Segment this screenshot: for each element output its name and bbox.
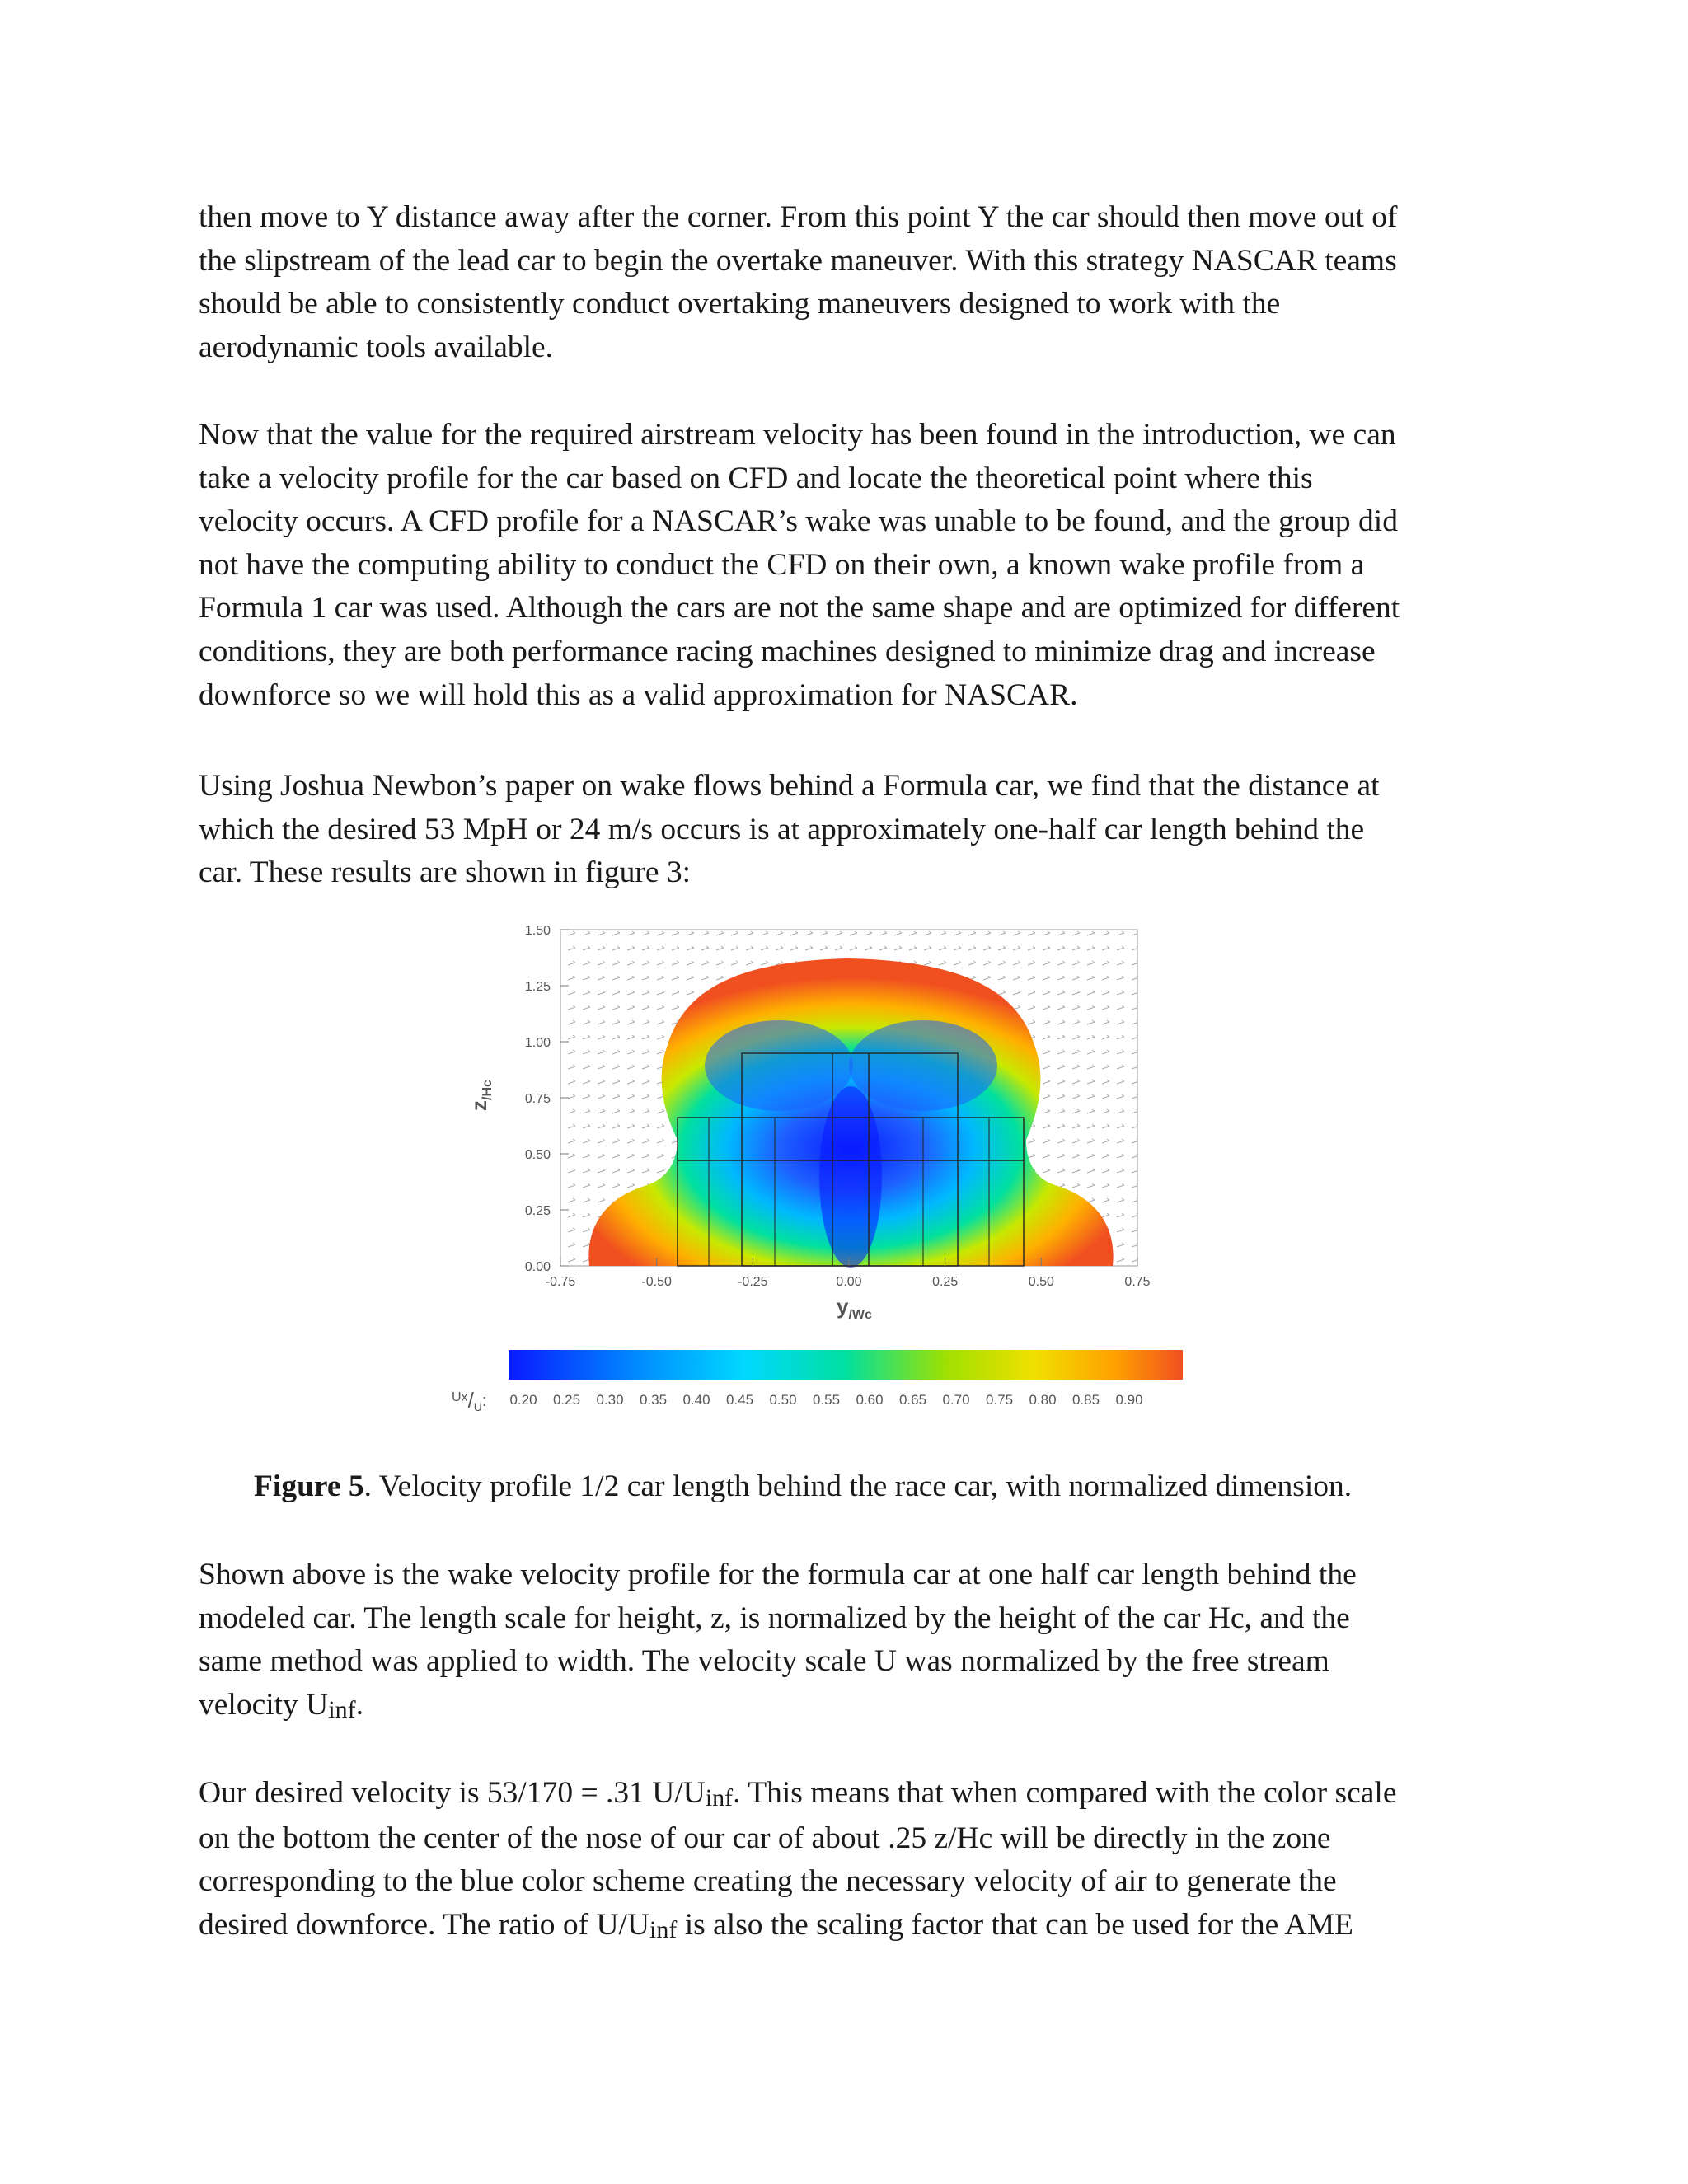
y-tick-label: 1.00 <box>524 1036 551 1050</box>
text-line: Shown above is the wake velocity profile for the formula car at one half car length behind the <box>199 1558 1357 1591</box>
colorbar-tick-label: 0.35 <box>639 1392 668 1408</box>
colorbar-tick-label: 0.75 <box>985 1392 1014 1408</box>
colorbar <box>509 1350 1183 1380</box>
x-tick-label: 0.25 <box>932 1275 959 1289</box>
colorbar-tick-label: 0.30 <box>596 1392 624 1408</box>
x-tick-label: 0.50 <box>1028 1275 1054 1289</box>
colorbar-tick-label: 0.45 <box>725 1392 754 1408</box>
y-tick-label: 1.50 <box>524 924 551 938</box>
x-tick-label: 0.00 <box>836 1275 862 1289</box>
central-core <box>819 1086 882 1268</box>
paragraph-desired-velocity <box>199 1772 1501 1948</box>
text-line: velocity occurs. A CFD profile for a NASCAR’s wake was unable to be found, and the group did <box>199 504 1398 539</box>
colorbar-tick-label: 0.25 <box>552 1392 581 1408</box>
paragraph-wake-results <box>199 765 1501 895</box>
colorbar-tick-label: 0.55 <box>812 1392 841 1408</box>
velocity-profile-figure <box>452 913 1203 1441</box>
colorbar-tick-label: 0.85 <box>1071 1392 1100 1408</box>
figure-label: Figure 5 <box>254 1469 364 1503</box>
text-line: conditions, they are both performance racing machines designed to minimize drag and increase <box>199 634 1376 668</box>
text-line: velocity Uinf. <box>199 1687 363 1723</box>
colorbar-ticks <box>509 1392 1142 1408</box>
y-tick-label: 0.25 <box>524 1204 551 1218</box>
text-line: modeled car. The length scale for height, z, is normalized by the height of the car Hc, and the <box>199 1601 1350 1635</box>
colorbar-tick-label: 0.65 <box>898 1392 927 1408</box>
colorbar-label: Ux/U: <box>452 1388 487 1413</box>
text-line: aerodynamic tools available. <box>199 330 554 364</box>
x-tick-label: -0.50 <box>641 1275 672 1289</box>
text-line: same method was applied to width. The velocity scale U was normalized by the free stream <box>199 1644 1329 1679</box>
y-axis-label: $z_/Hc$ <box>467 1080 495 1111</box>
text-line: not have the computing ability to conduct the CFD on their own, a known wake profile from a <box>199 547 1365 582</box>
paragraph-cfd-approach <box>199 414 1501 717</box>
text-line: then move to Y distance away after the corner. From this point Y the car should then move out of <box>199 200 1398 234</box>
text-line: should be able to consistently conduct overtaking maneuvers designed to work with the <box>199 287 1281 321</box>
text-line: Using Joshua Newbon’s paper on wake flows behind a Formula car, we find that the distance at <box>199 769 1380 803</box>
colorbar-tick-label: 0.60 <box>856 1392 884 1408</box>
colorbar-tick-label: 0.70 <box>942 1392 970 1408</box>
figure-caption <box>254 1465 1352 1508</box>
text-line: car. These results are shown in figure 3: <box>199 855 692 890</box>
text-line: desired downforce. The ratio of U/Uinf is also the scaling factor that can be used for the AME <box>199 1907 1353 1943</box>
text-line: on the bottom the center of the nose of our car of about .25 z/Hc will be directly in the zone <box>199 1821 1331 1855</box>
caption-text: . Velocity profile 1/2 car length behind the race car, with normalized dimension. <box>363 1469 1353 1503</box>
vortex-right <box>849 1020 997 1111</box>
text-line: Now that the value for the required airstream velocity has been found in the introduction, we can <box>199 418 1396 452</box>
text-line: Formula 1 car was used. Although the cars are not the same shape and are optimized for different <box>199 591 1400 626</box>
colorbar-tick-label: 0.20 <box>509 1392 537 1408</box>
text-line: the slipstream of the lead car to begin the overtake maneuver. With this strategy NASCAR teams <box>199 243 1397 278</box>
x-tick-label: -0.75 <box>545 1275 576 1289</box>
y-tick-label: 0.50 <box>524 1148 551 1162</box>
text-line: Our desired velocity is 53/170 = .31 U/Uinf. This means that when compared with the color scale <box>199 1776 1397 1811</box>
x-tick-label: 0.75 <box>1124 1275 1151 1289</box>
paragraph-overtake-strategy <box>199 196 1501 369</box>
y-tick-label: 1.25 <box>524 980 551 994</box>
x-axis-label: $y_/Wc$ <box>837 1294 872 1322</box>
vortex-left <box>705 1020 853 1111</box>
text-line: which the desired 53 MpH or 24 m/s occurs is at approximately one-half car length behind the <box>199 812 1365 846</box>
colorbar-tick-label: 0.90 <box>1115 1392 1143 1408</box>
x-tick-label: -0.25 <box>738 1275 768 1289</box>
text-line: downforce so we will hold this as a valid approximation for NASCAR. <box>199 677 1078 712</box>
y-tick-label: 0.00 <box>524 1260 551 1274</box>
text-line: take a velocity profile for the car based on CFD and locate the theoretical point where this <box>199 461 1313 495</box>
colorbar-tick-label: 0.80 <box>1029 1392 1057 1408</box>
text-line: corresponding to the blue color scheme creating the necessary velocity of air to generate the <box>199 1864 1337 1899</box>
paragraph-normalization <box>199 1554 1501 1728</box>
colorbar-tick-label: 0.40 <box>682 1392 710 1408</box>
velocity-contour-plot <box>452 913 1203 1441</box>
y-tick-label: 0.75 <box>524 1092 551 1106</box>
colorbar-tick-label: 0.50 <box>769 1392 797 1408</box>
